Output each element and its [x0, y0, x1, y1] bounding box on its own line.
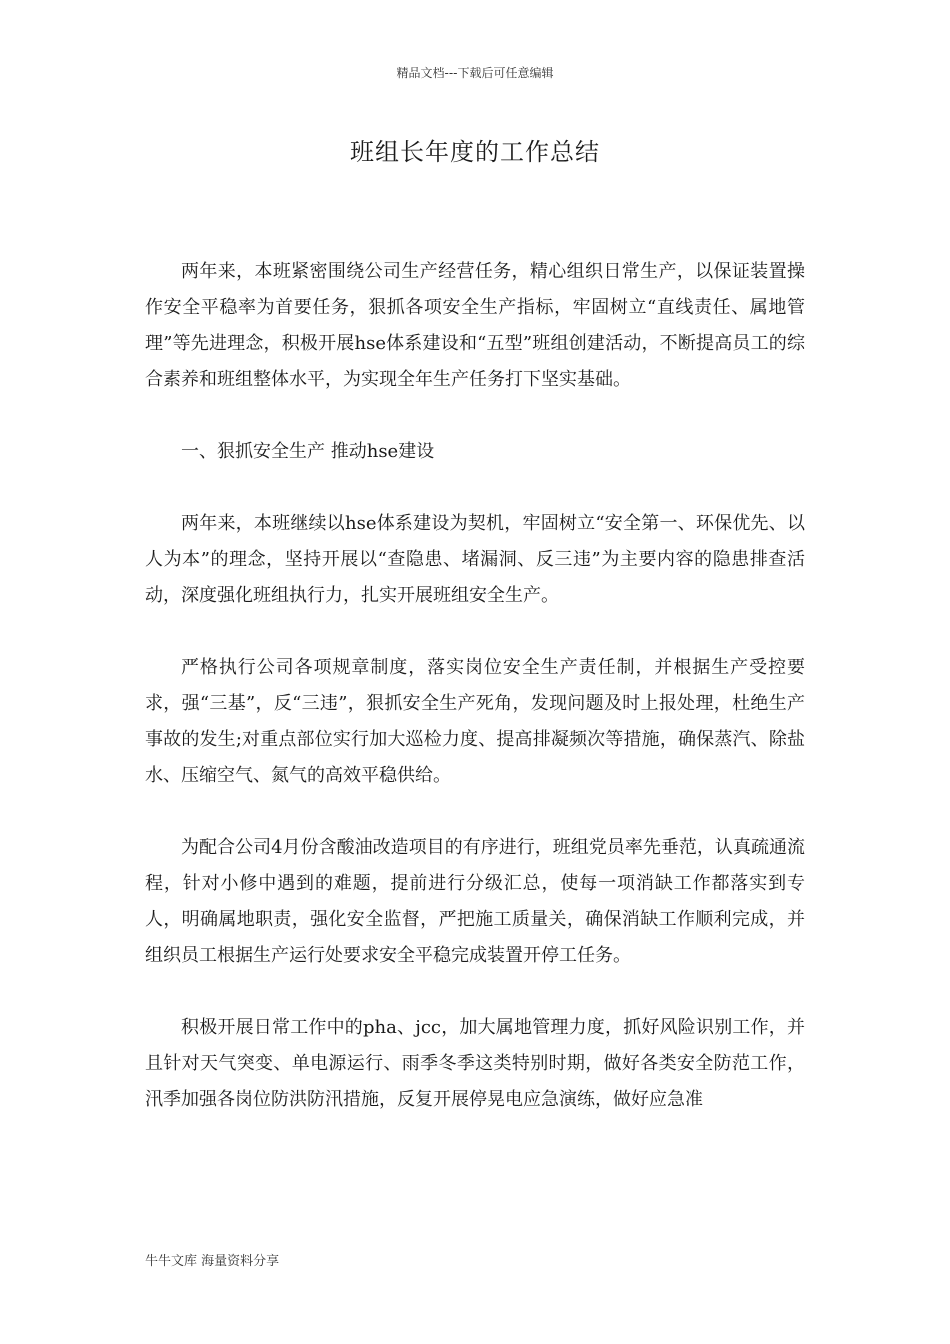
- paragraph-intro: 两年来，本班紧密围绕公司生产经营任务，精心组织日常生产，以保证装置操作安全平稳率为首要任务，狠抓各项安全生产指标，牢固树立“直线责任、属地管理”等先进理念，积极开展hse体系建设和“五型”班组创建活动，不断提高员工的综合素养和班组整体水平，为实现全年生产任务打下坚实基础。: [145, 261, 805, 390]
- page-footer: 牛牛文库 海量资料分享: [145, 1254, 280, 1269]
- page-header: 精品文档---下载后可任意编辑: [396, 66, 554, 80]
- document-title: 班组长年度的工作总结: [350, 138, 600, 166]
- document-body: [145, 254, 805, 1154]
- paragraph: 积极开展日常工作中的pha、jcc，加大属地管理力度，抓好风险识别工作，并且针对天气突变、单电源运行、雨季冬季这类特别时期，做好各类安全防范工作，汛季加强各岗位防洪防汛措施，反复开展停晃电应急演练，做好应急准: [145, 1017, 805, 1110]
- paragraph: 严格执行公司各项规章制度，落实岗位安全生产责任制，并根据生产受控要求，强“三基”，反“三违”，狠抓安全生产死角，发现问题及时上报处理，杜绝生产事故的发生;对重点部位实行加大巡检力度、提高排凝频次等措施，确保蒸汽、除盐水、压缩空气、氮气的高效平稳供给。: [145, 657, 805, 786]
- paragraph: 两年来，本班继续以hse体系建设为契机，牢固树立“安全第一、环保优先、以人为本”的理念，坚持开展以“查隐患、堵漏洞、反三违”为主要内容的隐患排查活动，深度强化班组执行力，扎实开展班组安全生产。: [145, 513, 805, 606]
- section-heading: 一、狠抓安全生产 推动hse建设: [181, 441, 435, 462]
- paragraph: 为配合公司4月份含酸油改造项目的有序进行，班组党员率先垂范，认真疏通流程，针对小修中遇到的难题，提前进行分级汇总，使每一项消缺工作都落实到专人，明确属地职责，强化安全监督，严把施工质量关，确保消缺工作顺利完成，并组织员工根据生产运行处要求安全平稳完成装置开停工任务。: [145, 837, 805, 966]
